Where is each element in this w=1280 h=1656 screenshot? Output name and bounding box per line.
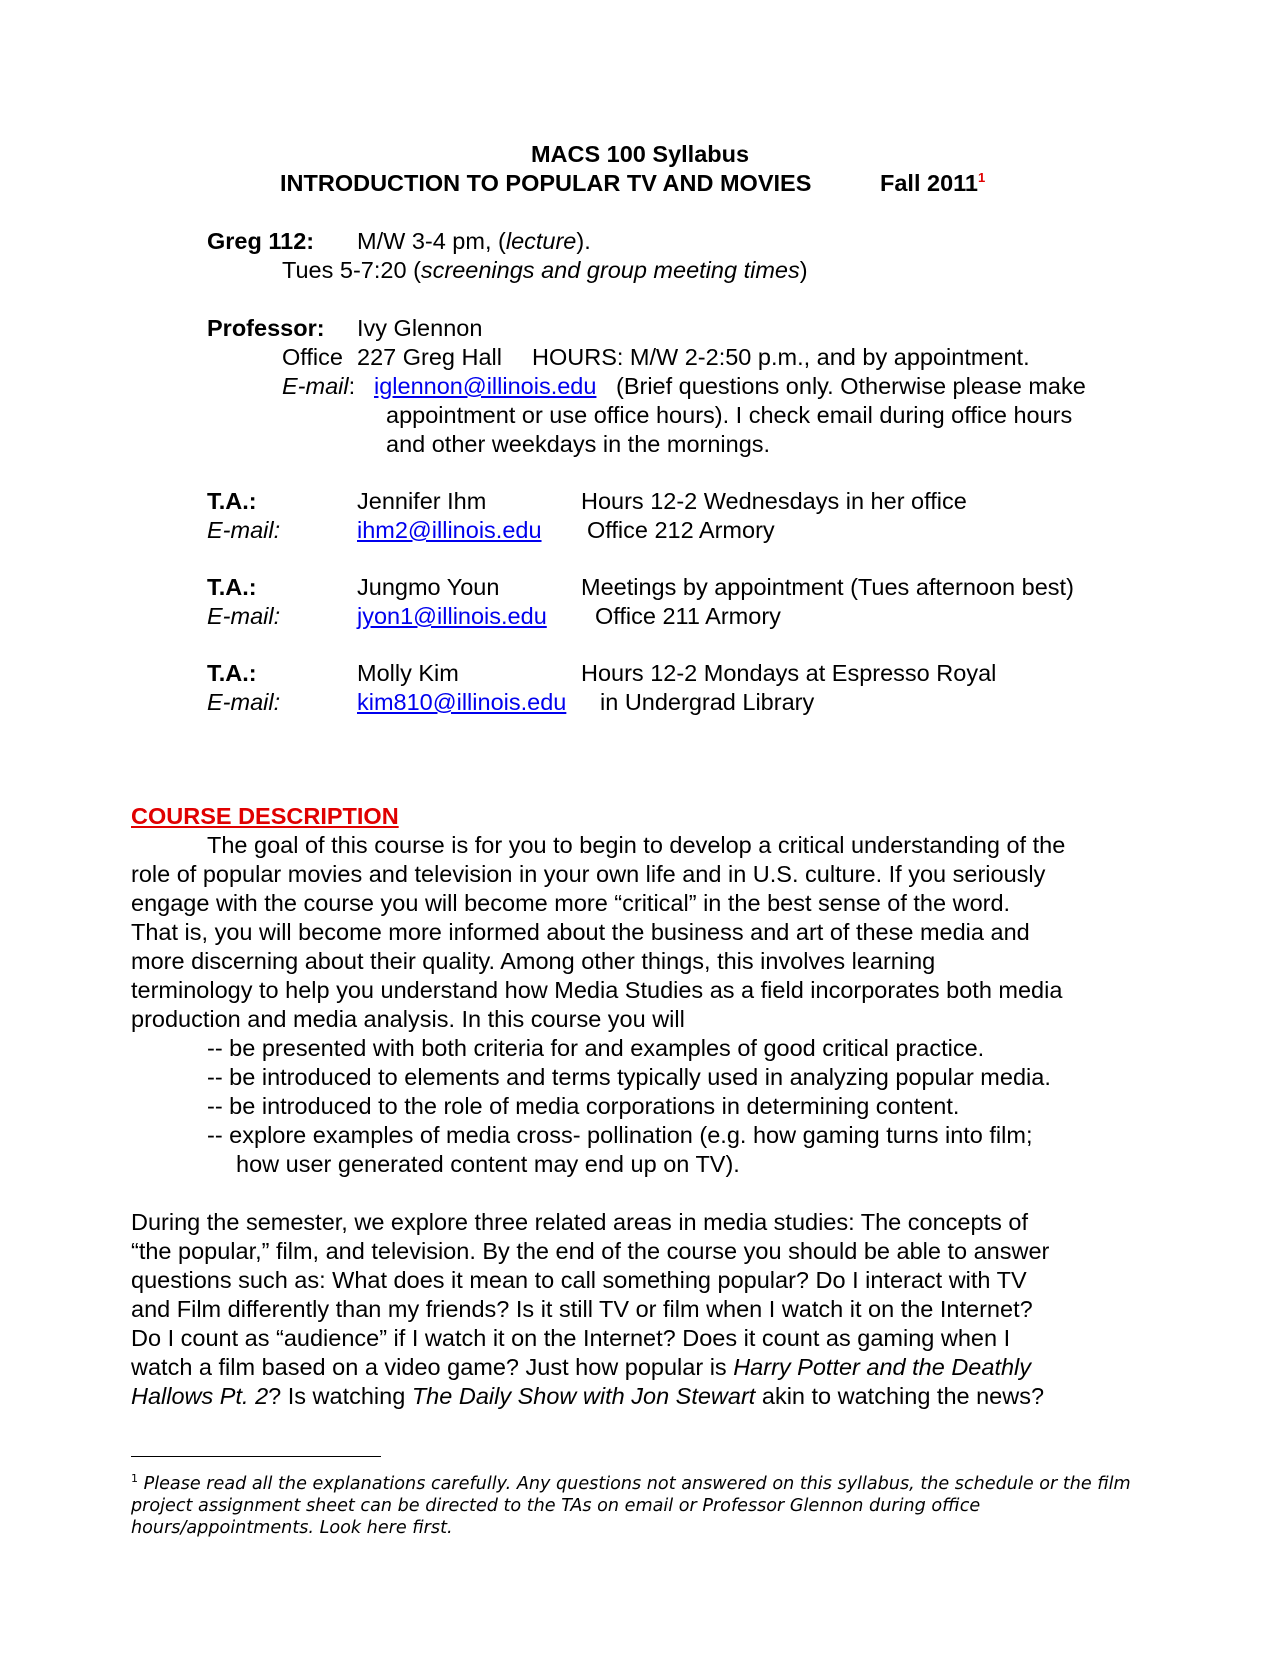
paragraph-line: and Film differently than my friends? Is it still TV or film when I watch it on the Internet? [131,1296,1033,1322]
professor-email-row: E-mail: [282,373,356,399]
ta-email-link[interactable]: ihm2@illinois.edu [357,517,542,543]
ta-label: T.A.: [207,574,257,600]
list-item: -- be presented with both criteria for and examples of good critical practice. [207,1035,985,1061]
paragraph-line: The goal of this course is for you to begin to develop a critical understanding of the [207,832,1066,858]
ta-office: Office 211 Armory [595,603,781,629]
ta-label: T.A.: [207,660,257,686]
footnote-mark[interactable]: 1 [978,170,986,186]
professor-label: Professor: [207,315,325,341]
paragraph-line: Do I count as “audience” if I watch it on the Internet? Does it count as gaming when I [131,1325,1011,1351]
professor-email-note: (Brief questions only. Otherwise please make [616,373,1086,399]
email-label: E-mail [282,373,349,399]
ta-name: Molly Kim [357,660,459,686]
ta-email-label: E-mail: [207,603,281,629]
list-item: -- explore examples of media cross- pollination (e.g. how gaming turns into film; [207,1122,1033,1148]
ta-email-link[interactable]: kim810@illinois.edu [357,689,567,715]
paragraph-line: production and media analysis. In this course you will [131,1006,685,1032]
course-subtitle: INTRODUCTION TO POPULAR TV AND MOVIES [280,170,812,196]
ta-name: Jennifer Ihm [357,488,487,514]
ta-hours: Hours 12-2 Wednesdays in her office [581,488,967,514]
ta-hours: Hours 12-2 Mondays at Espresso Royal [581,660,997,686]
ta-email-link[interactable]: jyon1@illinois.edu [357,603,547,629]
professor-email-link[interactable]: iglennon@illinois.edu [374,373,597,399]
ta-office: Office 212 Armory [587,517,775,543]
professor-name: Ivy Glennon [357,315,483,341]
paragraph-line: “the popular,” film, and television. By the end of the course you should be able to answer [131,1238,1050,1264]
section-heading: COURSE DESCRIPTION [131,803,399,829]
list-item: how user generated content may end up on TV). [236,1151,740,1177]
paragraph-line: Hallows Pt. 2? Is watching The Daily Show with Jon Stewart akin to watching the news? [131,1383,1045,1409]
paragraph-line: During the semester, we explore three related areas in media studies: The concepts of [131,1209,1028,1235]
footnote-divider [131,1456,381,1457]
paragraph-line: engage with the course you will become more “critical” in the best sense of the word. [131,890,1011,916]
paragraph-line: watch a film based on a video game? Just how popular is Harry Potter and the Deathly [131,1354,1032,1380]
ta-email-label: E-mail: [207,689,281,715]
ta-office: in Undergrad Library [600,689,815,715]
list-item: -- be introduced to elements and terms typically used in analyzing popular media. [207,1064,1051,1090]
lecture-time: M/W 3-4 pm, (lecture). [357,228,591,254]
page-title: MACS 100 Syllabus [530,141,750,167]
ta-name: Jungmo Youn [357,574,500,600]
paragraph-line: terminology to help you understand how Media Studies as a field incorporates both media [131,977,1063,1003]
professor-email-note: and other weekdays in the mornings. [386,431,771,457]
footnote-text: Please read all the explanations carefully. Any questions not answered on this syllabus, the schedule or the film project assignment sheet can be directed to the TAs on email or Professor Glennon during office hours/appointments. Look here first. [131,1473,1131,1538]
paragraph-line: more discerning about their quality. Among other things, this involves learning [131,948,936,974]
paragraph-line: role of popular movies and television in your own life and in U.S. culture. If you seriously [131,861,1046,887]
professor-office: 227 Greg Hall [357,344,502,370]
course-term: Fall 2011$^1$ [880,170,986,196]
professor-hours: HOURS: M/W 2-2:50 p.m., and by appointment. [532,344,1030,370]
screening-time: Tues 5-7:20 (screenings and group meeting times) [282,257,808,283]
paragraph-line: questions such as: What does it mean to call something popular? Do I interact with TV [131,1267,1027,1293]
ta-hours: Meetings by appointment (Tues afternoon best) [581,574,1074,600]
ta-email-label: E-mail: [207,517,281,543]
professor-office-label: Office [282,344,343,370]
footnote [131,1468,1151,1539]
paragraph-line: That is, you will become more informed about the business and art of these media and [131,919,1030,945]
ta-label: T.A.: [207,488,257,514]
location-label: Greg 112: [207,228,315,254]
professor-email-note: appointment or use office hours). I check email during office hours [386,402,1073,428]
footnote-number: 1 [131,1472,138,1485]
list-item: -- be introduced to the role of media corporations in determining content. [207,1093,960,1119]
